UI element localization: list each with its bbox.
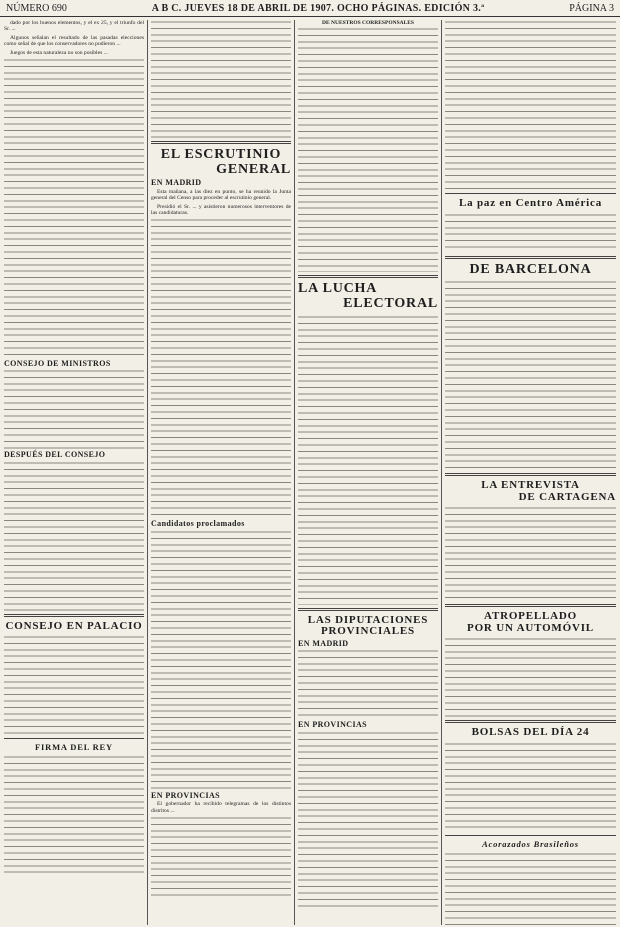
issue-number: NÚMERO 690	[6, 2, 67, 14]
heading-line: EL ESCRUTINIO	[160, 147, 282, 162]
heading-line: DE CARTAGENA	[518, 490, 616, 503]
article-paragraph: Algunos señalan el resultado de las pasadas elecciones como señal de que los conservadores no pudieron ...	[4, 34, 144, 48]
body-text	[4, 461, 144, 611]
body-text	[445, 20, 616, 190]
heading-line: GENERAL	[216, 161, 291, 177]
section-heading: BOLSAS DEL DÍA 24	[471, 726, 590, 739]
divider	[445, 256, 616, 259]
column-rule	[441, 20, 442, 925]
body-text	[445, 852, 616, 925]
page-number: PÁGINA 3	[569, 2, 614, 14]
divider	[151, 141, 291, 144]
body-text	[445, 506, 616, 601]
heading-line: LAS DIPUTACIONES	[307, 613, 429, 626]
body-text	[445, 213, 616, 253]
section-heading: CONSEJO EN PALACIO	[5, 619, 143, 632]
body-text	[4, 635, 144, 735]
subsection-heading: EN MADRID	[151, 178, 202, 188]
section-heading	[298, 615, 438, 638]
heading-line: LA ENTREVISTA	[481, 479, 580, 492]
article-paragraph: Esta mañana, a las diez en punto, se ha reunido la Junta general del Censo para proceder al escrutinio general.	[151, 188, 291, 202]
body-text	[151, 218, 291, 518]
divider	[445, 835, 616, 836]
heading-line: ATROPELLADO	[484, 610, 577, 623]
masthead	[0, 0, 620, 17]
heading-line: PROVINCIALES	[321, 625, 415, 638]
section-heading: La paz en Centro América	[458, 197, 603, 209]
subsection-heading: EN MADRID	[298, 638, 349, 648]
divider	[298, 608, 438, 611]
body-text	[298, 27, 438, 272]
masthead-title: A B C. JUEVES 18 DE ABRIL DE 1907. OCHO PÁGINAS. EDICIÓN 3.ª	[151, 2, 485, 14]
column-4	[445, 20, 616, 925]
heading-line: POR UN AUTOMÓVIL	[467, 621, 594, 634]
body-text	[4, 58, 144, 358]
article-paragraph: dado por los buenos elementos, y el ex 25, y el triunfo del Sr. ...	[4, 20, 144, 33]
body-text	[151, 816, 291, 896]
divider	[445, 604, 616, 607]
section-heading: FIRMA DEL REY	[35, 742, 113, 753]
section-heading: Acorazados Brasileños	[482, 838, 579, 849]
column-rule	[147, 20, 148, 925]
body-text	[445, 637, 616, 717]
column-rule	[294, 20, 295, 925]
section-heading	[445, 611, 616, 634]
divider	[445, 473, 616, 476]
divider	[4, 738, 144, 739]
body-text	[298, 731, 438, 911]
column-3	[298, 20, 438, 925]
section-heading	[298, 282, 438, 311]
body-text	[4, 755, 144, 875]
article-paragraph: El gobernador ha recibido telegramas de los distintos distritos ...	[151, 801, 291, 814]
column-2	[151, 20, 291, 925]
body-text	[298, 649, 438, 719]
body-text	[445, 742, 616, 832]
subsection-heading: EN PROVINCIAS	[298, 720, 367, 730]
heading-line: ELECTORAL	[343, 296, 438, 312]
heading-line: LA LUCHA	[298, 281, 378, 297]
article-paragraph: Presidió el Sr. ... y asistieron numerosos interventores de las candidaturas.	[151, 203, 291, 216]
section-heading: CONSEJO DE MINISTROS	[4, 359, 111, 369]
divider	[445, 720, 616, 723]
section-heading	[445, 480, 616, 503]
section-heading	[151, 148, 291, 177]
article-paragraph: Juegos de esta naturaleza no son posibles ...	[10, 49, 108, 56]
body-text	[4, 369, 144, 449]
section-heading: DE BARCELONA	[469, 261, 592, 277]
body-text	[298, 315, 438, 605]
divider	[4, 614, 144, 617]
divider	[445, 193, 616, 194]
subsection-heading: EN PROVINCIAS	[151, 790, 220, 800]
body-text	[151, 20, 291, 138]
body-text	[445, 280, 616, 470]
section-heading: DESPUÉS DEL CONSEJO	[4, 450, 106, 460]
body-text	[151, 530, 291, 790]
divider	[298, 275, 438, 278]
subsection-heading: Candidatos proclamados	[151, 519, 245, 529]
column-1	[4, 20, 144, 925]
section-kicker: DE NUESTROS CORRESPONSALES	[322, 20, 414, 26]
